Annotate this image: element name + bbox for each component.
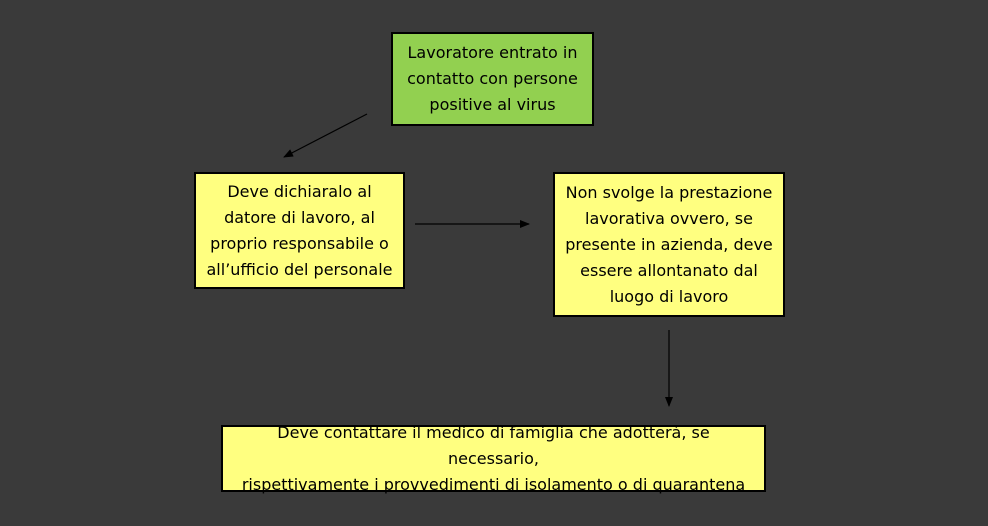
stop-work-box [553, 172, 785, 317]
start-box-text: Lavoratore entrato in contatto con persone positive al virus [407, 43, 578, 114]
arrow-start-to-declare [284, 114, 367, 157]
contact-doctor-box [221, 422, 766, 494]
declare-box [194, 172, 405, 289]
contact-doctor-box-text: Deve contattare il medico di famiglia che adotterà, se necessario, rispettivamente i provvedimenti di isolamento o di quarantena [241, 422, 746, 494]
start-box [391, 32, 594, 126]
stop-work-box-text: Non svolge la prestazione lavorativa ovvero, se presente in azienda, deve essere allontanato dal luogo di lavoro [565, 182, 773, 306]
declare-box-text: Deve dichiaralo al datore di lavoro, al proprio responsabile o all’ufficio del personale [206, 181, 393, 279]
